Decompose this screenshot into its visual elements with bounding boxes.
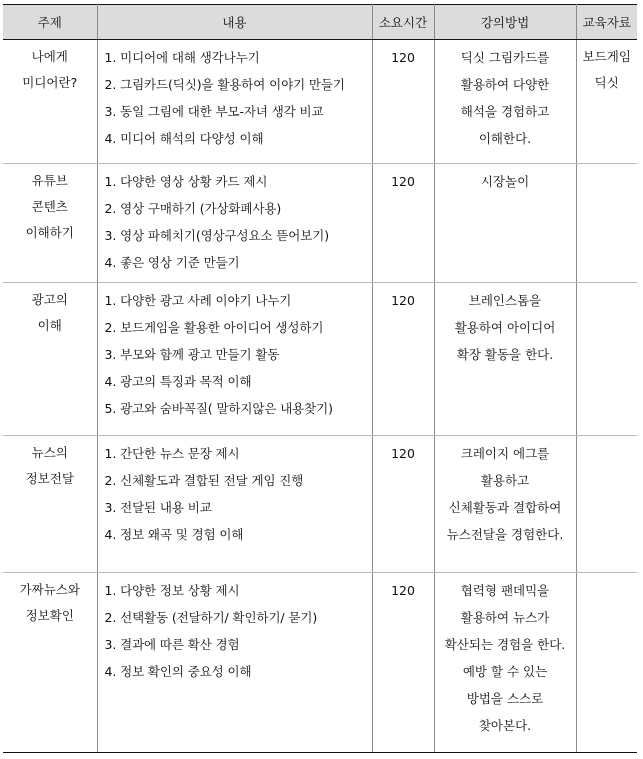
topic-line: 정보전달 (25, 471, 74, 486)
materials-line: 보드게임 (582, 49, 631, 64)
materials-cell (576, 40, 637, 164)
materials-cell (576, 436, 637, 573)
method-line: 해석을 경험하고 (460, 104, 550, 119)
table-row (3, 164, 637, 283)
topic-cell (3, 436, 97, 573)
time-cell: 120 (372, 40, 434, 164)
header-materials: 교육자료 (576, 5, 637, 40)
method-line: 확장 활동을 한다. (456, 347, 554, 362)
content-item: 3. 전달된 내용 비교 (104, 500, 212, 515)
content-item: 4. 정보 왜곡 및 경험 이해 (104, 527, 244, 542)
method-line: 찾아본다. (478, 718, 532, 733)
content-item: 2. 선택활동 (전달하기/ 확인하기/ 묻기) (104, 610, 318, 625)
content-item: 2. 영상 구매하기 (가상화폐사용) (104, 201, 282, 216)
method-line: 협력형 팬데믹을 (460, 583, 550, 598)
content-item: 3. 부모와 함께 광고 만들기 활동 (104, 347, 280, 362)
header-topic: 주제 (3, 5, 97, 40)
materials-cell (576, 573, 637, 753)
materials-line: 딕싯 (594, 75, 619, 90)
method-line: 이해한다. (478, 131, 532, 146)
method-line: 뉴스전달을 경험한다. (446, 527, 564, 542)
method-line: 시장놀이 (480, 174, 530, 189)
method-line: 활용하고 (480, 473, 530, 488)
content-item: 1. 다양한 광고 사례 이야기 나누기 (104, 293, 292, 308)
content-item: 3. 영상 파헤치기(영상구성요소 뜯어보기) (104, 228, 330, 243)
table-row (3, 283, 637, 436)
topic-line: 유튜브 (31, 173, 68, 188)
topic-line: 콘텐츠 (31, 199, 68, 214)
time-cell: 120 (372, 283, 434, 436)
content-item: 2. 신체활도과 결합된 전달 게임 진행 (104, 473, 304, 488)
topic-line: 이해하기 (25, 225, 74, 240)
method-line: 활용하여 다양한 (460, 77, 550, 92)
topic-cell (3, 283, 97, 436)
method-cell (434, 573, 576, 753)
topic-line: 뉴스의 (31, 445, 68, 460)
header-method: 강의방법 (434, 5, 576, 40)
table-row (3, 573, 637, 753)
method-line: 활용하여 아이디어 (454, 320, 556, 335)
content-cell (97, 40, 372, 164)
content-item: 2. 보드게임을 활용한 아이디어 생성하기 (104, 320, 324, 335)
topic-line: 나에게 (31, 49, 68, 64)
time-cell: 120 (372, 164, 434, 283)
content-item: 5. 광고와 숨바꼭질( 말하지않은 내용찾기) (104, 401, 333, 416)
method-line: 딕싯 그림카드를 (460, 50, 550, 65)
method-line: 신체활동과 결합하여 (448, 500, 562, 515)
table-row (3, 436, 637, 573)
topic-line: 정보확인 (25, 608, 74, 623)
content-item: 1. 다양한 정보 상황 제시 (104, 583, 240, 598)
topic-line: 광고의 (31, 292, 68, 307)
topic-cell (3, 164, 97, 283)
method-cell (434, 164, 576, 283)
time-cell: 120 (372, 436, 434, 573)
method-line: 활용하여 뉴스가 (460, 610, 550, 625)
method-line: 크레이지 에그를 (460, 446, 550, 461)
content-item: 1. 다양한 영상 상황 카드 제시 (104, 174, 268, 189)
header-time: 소요시간 (372, 5, 434, 40)
materials-cell (576, 164, 637, 283)
topic-line: 이해 (37, 318, 62, 333)
content-item: 3. 결과에 따른 확산 경험 (104, 637, 240, 652)
content-item: 1. 미디어에 대해 생각나누기 (104, 50, 260, 65)
curriculum-table (3, 4, 637, 753)
header-row (3, 5, 637, 40)
topic-cell (3, 573, 97, 753)
method-line: 방법을 스스로 (466, 691, 544, 706)
content-cell (97, 164, 372, 283)
content-item: 4. 정보 확인의 중요성 이해 (104, 664, 252, 679)
method-line: 확산되는 경험을 한다. (444, 637, 566, 652)
table-row (3, 40, 637, 164)
topic-line: 가짜뉴스와 (19, 582, 80, 597)
content-item: 4. 미디어 해석의 다양성 이해 (104, 131, 264, 146)
content-item: 1. 간단한 뉴스 문장 제시 (104, 446, 240, 461)
method-cell (434, 40, 576, 164)
header-content: 내용 (97, 5, 372, 40)
content-item: 4. 광고의 특징과 목적 이해 (104, 374, 252, 389)
materials-cell (576, 283, 637, 436)
method-cell (434, 283, 576, 436)
content-item: 4. 좋은 영상 기준 만들기 (104, 255, 240, 270)
topic-line: 미디어란? (22, 75, 78, 90)
method-cell (434, 436, 576, 573)
content-item: 3. 동일 그림에 대한 부모-자녀 생각 비교 (104, 104, 324, 119)
content-cell (97, 283, 372, 436)
content-item: 2. 그림카드(딕싯)을 활용하여 이야기 만들기 (104, 77, 345, 92)
method-line: 브레인스톰을 (468, 293, 542, 308)
time-cell: 120 (372, 573, 434, 753)
content-cell (97, 573, 372, 753)
table-body (3, 40, 637, 753)
content-cell (97, 436, 372, 573)
method-line: 예방 할 수 있는 (462, 664, 548, 679)
topic-cell (3, 40, 97, 164)
